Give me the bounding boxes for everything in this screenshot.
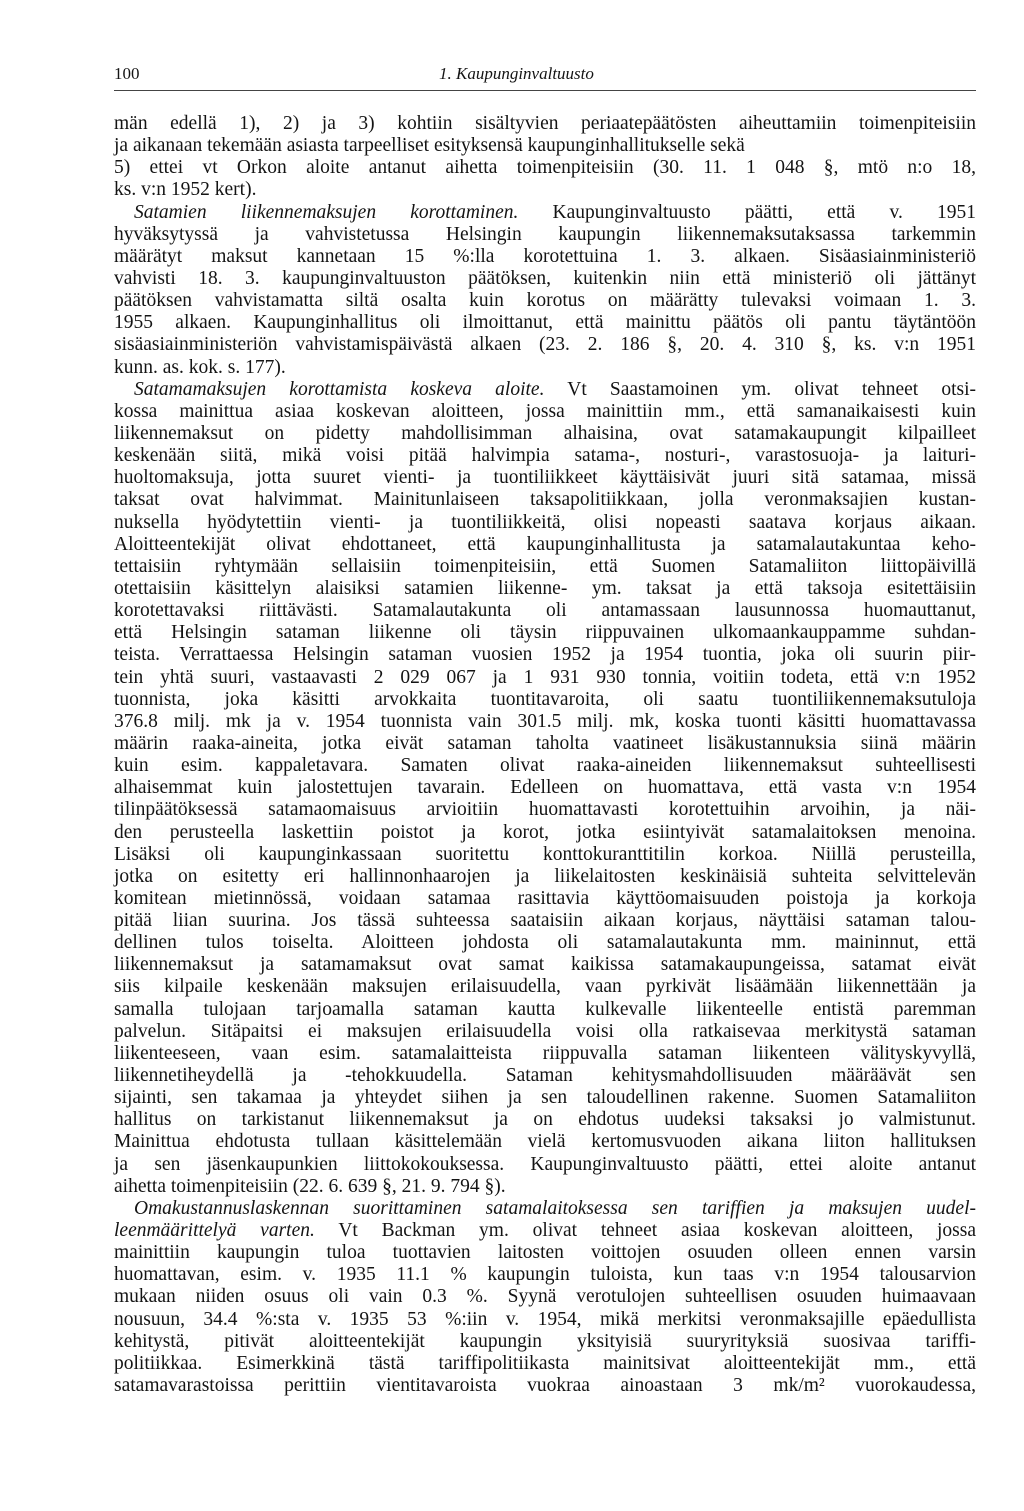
text-line: tettaisiin ryhtymään sellaisiin toimenpiteisiin, että Suomen Satamaliiton liittopäivillä <box>114 555 976 577</box>
text-line <box>114 1220 976 1242</box>
text-line: kehitystä, pitivät aloitteentekijät kaupungin yksityisiä suuryrityksiä suosivaa tariffi- <box>114 1330 976 1352</box>
text-line: hallitus on tarkistanut liikennemaksut ja on ehdotus uudeksi taksaksi jo valmistunut. <box>114 1109 976 1131</box>
text-line: Mainittua ehdotusta tullaan käsittelemään vielä kertomusvuoden aikana liiton hallituksen <box>114 1131 976 1153</box>
text-line: tein yhtä suuri, vastaavasti 2 029 067 ja 1 931 930 tonnia, voitiin todeta, että v:n 1952 <box>114 666 976 688</box>
header-rule <box>114 90 976 91</box>
text-line: palvelun. Sitäpaitsi ei maksujen erilaisuudella voisi olla ratkaisevaa merkitystä sataman <box>114 1020 976 1042</box>
text-line: että Helsingin sataman liikenne oli täysin riippuvainen ulkomaankauppamme suhdan- <box>114 622 976 644</box>
text-line: alhaisemmat kuin jalostettujen tavarain. Edelleen on huomattava, että vasta v:n 1954 <box>114 777 976 799</box>
text-line: siis kilpaile keskenään maksujen erilaisuudella, vaan pyrkivät lisäämään liikennettään ja <box>114 976 976 998</box>
text-line: dellinen tulos toiselta. Aloitteen johdosta oli satamalautakunta mm. maininnut, että <box>114 932 976 954</box>
running-head: 1. Kaupunginvaltuusto <box>439 64 594 83</box>
text-line: ks. v:n 1952 kert). <box>114 179 257 201</box>
text-line: hyväksytyssä ja vahvistetussa Helsingin kaupungin liikennemaksutaksassa tarkemmin <box>114 223 976 245</box>
text-line: samalla tulojaan tarjoamalla sataman kautta kulkevalle liikenteelle entistä paremman <box>114 998 976 1020</box>
text-line: tilinpäätöksessä satamaomaisuus arvioitiin huomattavasti korotettuihin arvoihin, ja näi- <box>114 799 976 821</box>
text-line: otettaisiin käsittelyn alaisiksi satamien liikenne- ym. taksat ja että taksoja esitettäisiin <box>114 577 976 599</box>
text-line: tuonnista, joka käsitti arvokkaita tuontitavaroita, oli saatu tuontiliikennemaksutuloja <box>114 688 976 710</box>
text-line: den perusteella laskettiin poistot ja korot, jotka esiintyivät satamalaitoksen menoina. <box>114 821 976 843</box>
text-line: kuin esim. kappaletavara. Samaten olivat raaka-aineiden liikennemaksut suhteellisesti <box>114 755 976 777</box>
text-line: kunn. as. kok. s. 177). <box>114 356 286 378</box>
text-line: määrätyt maksut kannetaan 15 %:lla korotettuina 1. 3. alkaen. Sisäasiainministeriö <box>114 245 976 267</box>
text-line: liikennemaksut ja satamamaksut ovat samat kaikissa satamakaupungeissa, satamat eivät <box>114 954 976 976</box>
text-line: 1955 alkaen. Kaupunginhallitus oli ilmoittanut, että mainittu päätös oli pantu täytäntöön <box>114 312 976 334</box>
text-line: keskenään siitä, mikä voisi pitää halvimpia satama-, nosturi-, varastosuoja- ja laituri- <box>114 445 976 467</box>
text-line: huoltomaksuja, jotta suuret vienti- ja tuontiliikkeet käyttäisivät juuri sitä satamaa, missä <box>114 467 976 489</box>
text-line: liikenteeseen, vaan esim. satamalaitteista riippuvalla sataman liikenteen välityskyvyllä, <box>114 1042 976 1064</box>
section-heading: leenmäärittelyä varten. <box>114 1220 315 1242</box>
text-line: män edellä 1), 2) ja 3) kohtiin sisältyvien periaatepäätösten aiheuttamiin toimenpiteisiin <box>114 113 976 134</box>
section-heading: Satamamaksujen korottamista koskeva aloite. <box>134 378 545 400</box>
text-line: sisäasiainministeriön vahvistamispäivästä alkaen (23. 2. 186 §, 20. 4. 310 §, ks. v:n 1951 <box>114 334 976 356</box>
text-line: ja sen jäsenkaupunkien liittokokouksessa. Kaupunginvaltuusto päätti, ettei aloite antanut <box>114 1153 976 1175</box>
text-line <box>114 202 976 224</box>
text-line: komitean mietinnössä, voidaan satamaa rasittavia käyttöomaisuuden poistoja ja korkoja <box>114 887 976 909</box>
line-text: Vt Saastamoinen ym. olivat tehneet otsi- <box>544 378 976 400</box>
page-header <box>114 64 976 88</box>
text-line: teista. Verrattaessa Helsingin sataman vuosien 1952 ja 1954 tuontia, joka oli suurin piir- <box>114 644 976 666</box>
text-line: huomattavan, esim. v. 1935 11.1 % kaupungin tuloista, kun taas v:n 1954 talousarvion <box>114 1264 976 1286</box>
body-text <box>114 113 976 1397</box>
line-text: Kaupunginvaltuusto päätti, että v. 1951 <box>518 201 976 223</box>
text-line: taksat ovat halvimmat. Mainitunlaiseen taksapolitiikkaan, jolla veronmaksajien kustan- <box>114 489 976 511</box>
text-line: Aloitteentekijät olivat ehdottaneet, että kaupunginhallitusta ja satamalautakuntaa keho- <box>114 533 976 555</box>
text-line: ja aikanaan tekemään asiasta tarpeelliset esityksensä kaupunginhallitukselle sekä <box>114 135 745 157</box>
text-line: liikennemaksut on pidetty mahdollisimman alhaisina, ovat satamakaupungit kilpailleet <box>114 422 976 444</box>
section-heading: Omakustannuslaskennan suorittaminen satamalaitoksessa sen tariffien ja maksujen uudel- <box>134 1197 976 1219</box>
text-line <box>114 379 976 401</box>
text-line: jotka on esitetty eri hallinnonhaarojen ja liikelaitosten keskinäisiä suhteita selvittelevän <box>114 865 976 887</box>
text-line: päätöksen vahvistamatta siltä osalta kuin korotus on määrätty tulevaksi voimaan 1. 3. <box>114 290 976 312</box>
text-line: pitää liian suurina. Jos tässä suhteessa saataisiin aikaan korjaus, näyttäisi sataman talou- <box>114 910 976 932</box>
text-line: kossa mainittua asiaa koskevan aloitteen, jossa mainittiin mm., että samanaikaisesti kuin <box>114 400 976 422</box>
text-line: mukaan niiden osuus oli vain 0.3 %. Syynä verotulojen suhteellisen osuuden huimaavaan <box>114 1286 976 1308</box>
text-line: satamavarastoissa perittiin vientitavaroista vuokraa ainoastaan 3 mk/m² vuorokaudessa, <box>114 1375 976 1397</box>
text-line: nousuun, 34.4 %:sta v. 1935 53 %:iin v. 1954, mikä merkitsi veronmaksajille epäedullista <box>114 1308 976 1330</box>
text-line: mainittiin kaupungin tuloa tuottavien laitosten voittojen osuuden olleen ennen varsin <box>114 1242 976 1264</box>
text-line: vahvisti 18. 3. kaupunginvaltuuston päätöksen, kuitenkin niin että ministeriö oli jättänyt <box>114 267 976 289</box>
section-heading: Satamien liikennemaksujen korottaminen. <box>134 201 519 223</box>
text-line: sijainti, sen takamaa ja yhteydet siihen ja sen taloudellinen rakenne. Suomen Satamaliiton <box>114 1087 976 1109</box>
text-line: määrin raaka-aineita, jotka eivät sataman taholta vaatineet lisäkustannuksia siinä määrin <box>114 732 976 754</box>
page-number: 100 <box>114 64 140 83</box>
text-line: liikennetiheydellä ja -tehokkuudella. Sataman kehitysmahdollisuuden määräävät sen <box>114 1065 976 1087</box>
text-line: nuksella hyödytettiin vienti- ja tuontiliikkeitä, olisi nopeasti saatava korjaus aikaan. <box>114 511 976 533</box>
text-line: aihetta toimenpiteisiin (22. 6. 639 §, 21. 9. 794 §). <box>114 1175 506 1197</box>
text-line: Lisäksi oli kaupunginkassaan suoritettu konttokuranttitilin korkoa. Niillä perusteilla, <box>114 843 976 865</box>
line-text: Vt Backman ym. olivat tehneet asiaa koskevan aloitteen, jossa <box>314 1220 976 1242</box>
text-line <box>114 1198 976 1220</box>
text-line: 376.8 milj. mk ja v. 1954 tuonnista vain 301.5 milj. mk, koska tuonti käsitti huomattavassa <box>114 710 976 732</box>
text-line: korotettavaksi riittävästi. Satamalautakunta oli antamassaan lausunnossa huomauttanut, <box>114 600 976 622</box>
text-line: 5) ettei vt Orkon aloite antanut aihetta toimenpiteisiin (30. 11. 1 048 §, mtö n:o 18, <box>114 157 976 179</box>
text-line: politiikkaa. Esimerkkinä tästä tariffipolitiikasta mainitsivat aloitteentekijät mm., että <box>114 1352 976 1374</box>
